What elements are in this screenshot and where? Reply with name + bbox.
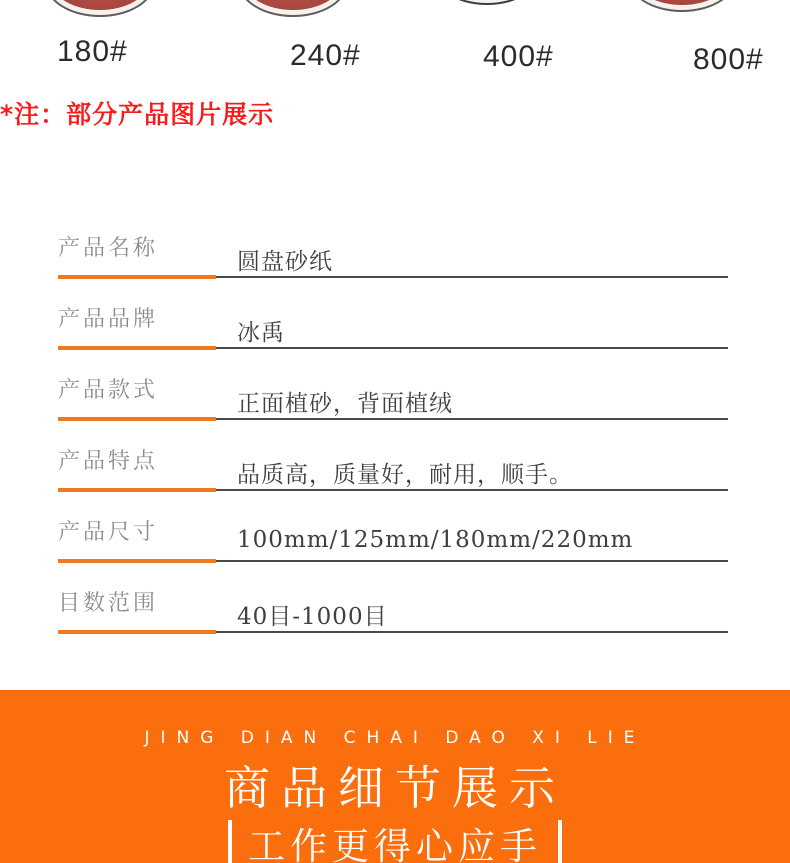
tagline-bar-right — [558, 820, 562, 863]
divider-line — [216, 631, 728, 633]
divider-line — [216, 418, 728, 420]
spec-label: 产品名称 — [58, 236, 159, 261]
banner-subtitle-pinyin: JING DIAN CHAI DAO XI LIE — [144, 728, 646, 748]
spec-value: 品质高，质量好，耐用，顺手。 — [237, 462, 573, 488]
spec-label: 产品尺寸 — [58, 520, 159, 545]
spec-value: 圆盘砂纸 — [237, 249, 333, 275]
spec-row-size — [58, 492, 728, 563]
row-divider — [58, 630, 728, 634]
divider-line — [216, 560, 728, 562]
grit-label-800: 800# — [693, 43, 764, 76]
spec-row-features — [58, 421, 728, 492]
divider-line — [216, 347, 728, 349]
spec-value: 100mm/125mm/180mm/220mm — [237, 527, 634, 553]
detail-section-banner — [0, 690, 790, 863]
sandpaper-disc-image-240 — [238, 0, 348, 17]
grit-label-400: 400# — [483, 40, 554, 73]
banner-tagline-row — [0, 816, 790, 863]
grit-label-180: 180# — [57, 35, 128, 68]
spec-row-style — [58, 350, 728, 421]
sandpaper-grit-surface — [245, 0, 341, 10]
spec-value: 40目-1000目 — [237, 604, 388, 630]
spec-label: 产品款式 — [58, 378, 159, 403]
banner-title: 商品细节展示 — [224, 761, 566, 815]
banner-tagline: 工作更得心应手 — [248, 825, 542, 863]
spec-row-name — [58, 208, 728, 279]
spec-value: 正面植砂，背面植绒 — [237, 391, 453, 417]
sandpaper-disc-image-400 — [432, 0, 542, 5]
spec-table — [58, 208, 728, 634]
sandpaper-grit-surface — [52, 0, 148, 10]
spec-row-brand — [58, 279, 728, 350]
tagline-bar-left — [228, 820, 232, 863]
grit-label-240: 240# — [290, 39, 361, 72]
sandpaper-grit-surface — [634, 0, 730, 5]
spec-label: 产品品牌 — [58, 307, 159, 332]
product-image-note: *注：部分产品图片展示 — [0, 100, 275, 129]
spec-row-mesh-range — [58, 563, 728, 634]
spec-value: 冰禹 — [237, 320, 285, 346]
divider-line — [216, 489, 728, 491]
sandpaper-disc-image-180 — [45, 0, 155, 17]
divider-accent — [58, 630, 216, 634]
sandpaper-disc-image-800 — [627, 0, 737, 12]
spec-label: 产品特点 — [58, 449, 159, 474]
divider-line — [216, 276, 728, 278]
spec-label: 目数范围 — [58, 591, 159, 616]
